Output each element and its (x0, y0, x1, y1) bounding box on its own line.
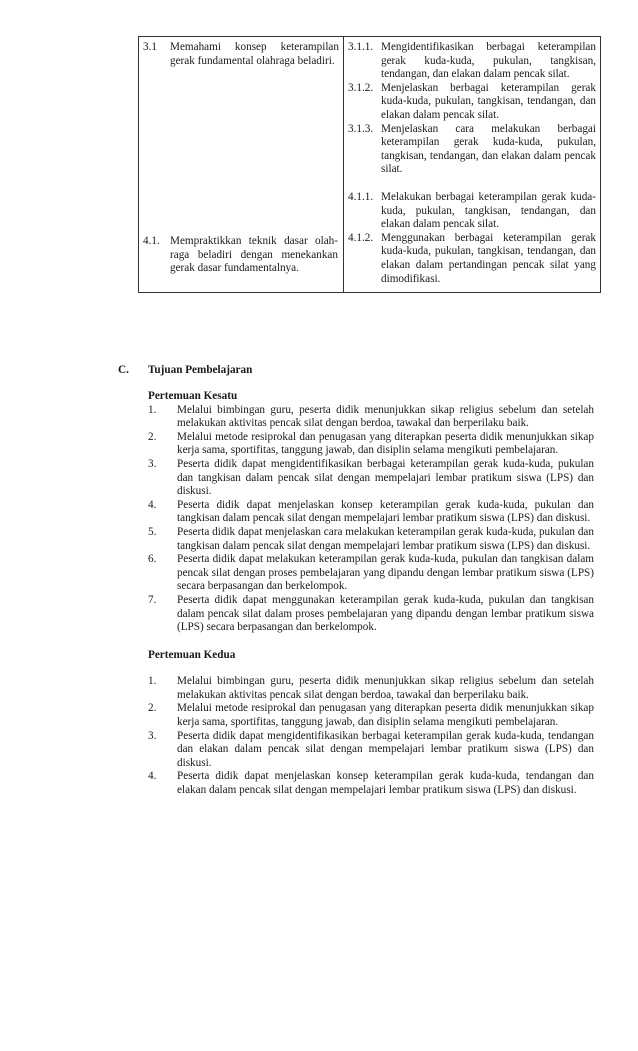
section-heading (118, 364, 252, 378)
indicator-number: 3.1.2. (348, 81, 374, 94)
kd-text: Mempraktikkan teknik dasar olah-raga beladiri dengan menekankan gerak dasar fundamentalnya. (170, 235, 338, 275)
item-number: 2. (148, 702, 157, 715)
indicator-item (348, 191, 596, 232)
item-text: Peserta didik dapat mengidentifikasikan berbagai keterampilan gerak kuda-kuda, pukulan dan tangkisan dalam pencak silat dengan mempelajari lembar pratikum siswa (LPS) dan diskusi. (177, 457, 594, 498)
list-item (148, 499, 594, 526)
indicator-item (348, 41, 596, 82)
kd-number: 4.1. (143, 235, 160, 247)
list-item (148, 458, 594, 499)
indicator-text: Menggunakan berbagai keterampilan gerak kuda-kuda, pukulan, tangkisan, tendangan, dan elakan dalam pertandingan pencak silat yang dimodifikasi. (381, 231, 596, 285)
section-letter: C. (118, 364, 129, 376)
item-number: 3. (148, 729, 157, 742)
item-number: 2. (148, 430, 157, 443)
list-item (148, 526, 594, 553)
list-item (148, 404, 594, 431)
list-item (148, 675, 594, 702)
item-number: 4. (148, 498, 157, 511)
list-item (148, 594, 594, 635)
item-text: Peserta didik dapat melakukan keterampilan gerak kuda-kuda, pukulan dan tangkisan dalam pencak silat dengan proses pembelajaran yang dipandu dengan lembar pratikum siswa (LPS) secara berpasangan dan berkelompok. (177, 553, 594, 593)
item-number: 5. (148, 525, 157, 538)
indicator-item (348, 232, 596, 286)
indicator-number: 4.1.1. (348, 190, 374, 203)
kd-text: Memahami konsep keterampilan gerak fundamental olahraga beladiri. (170, 41, 339, 67)
item-text: Peserta didik dapat menggunakan keterampilan gerak kuda-kuda, pukulan dan tangkisan dalam pencak silat dalam proses pembelajaran yang dipandu dengan lembar pratikum siswa (LPS) secara berpasangan dan berkelompok. (177, 593, 594, 634)
meeting-title: Pertemuan Kesatu (148, 390, 238, 402)
kd-number: 3.1 (143, 41, 157, 53)
item-text: Melalui bimbingan guru, peserta didik menunjukkan sikap religius sebelum dan setelah melakukan aktivitas pencak silat dengan berdoa, tawakal dan berperilaku baik. (177, 403, 594, 430)
item-number: 1. (148, 675, 157, 688)
indicator-text: Melakukan berbagai keterampilan gerak kuda-kuda, pukulan, tangkisan, tendangan, dan elakan dalam pencak silat. (381, 190, 596, 231)
item-text: Melalui metode resiprokal dan penugasan yang diterapkan peserta didik menunjukkan sikap kerja sama, sportifitas, tanggung jawab, dan disiplin selama mengikuti pembelajaran. (177, 430, 594, 457)
objective-list (148, 404, 594, 635)
item-text: Peserta didik dapat mengidentifikasikan berbagai keterampilan gerak kuda-kuda, tendangan dan elakan dalam pencak silat dengan mempelajari lembar pratikum siswa (LPS) dan diskusi. (177, 729, 594, 769)
indicator-text: Mengidentifikasikan berbagai keterampilan gerak kuda-kuda, pukulan, tangkisan, tendangan, dan elakan dalam pencak silat. (381, 41, 596, 81)
list-item (148, 702, 594, 729)
kd-item (143, 235, 338, 276)
list-item (148, 431, 594, 458)
indicator-cell (344, 37, 601, 293)
indicator-number: 3.1.1. (348, 41, 374, 53)
item-number: 7. (148, 593, 157, 606)
section-content (148, 390, 594, 798)
item-text: Melalui bimbingan guru, peserta didik menunjukkan sikap religius sebelum dan setelah melakukan aktivitas pencak silat dengan berdoa, tawakal dan berperilaku baik. (177, 675, 594, 701)
indicator-item (348, 123, 596, 177)
item-number: 3. (148, 457, 157, 470)
list-item (148, 770, 594, 797)
item-number: 1. (148, 403, 157, 416)
objective-list (148, 675, 594, 797)
item-text: Peserta didik dapat menjelaskan konsep keterampilan gerak kuda-kuda, tendangan dan elakan dalam pencak silat dengan mempelajari lembar pratikum siswa (LPS) dan diskusi. (177, 770, 594, 797)
section-title: Tujuan Pembelajaran (148, 364, 253, 376)
list-item (148, 730, 594, 771)
meeting-title: Pertemuan Kedua (148, 648, 236, 661)
indicator-number: 4.1.2. (348, 231, 374, 244)
list-item (148, 553, 594, 594)
item-number: 6. (148, 553, 157, 566)
indicator-text: Menjelaskan berbagai keterampilan gerak kuda-kuda, pukulan, tangkisan, tendangan, dan elakan dalam pencak silat. (381, 81, 596, 121)
item-text: Peserta didik dapat menjelaskan cara melakukan keterampilan gerak kuda-kuda, pukulan dan tangkisan dalam pencak silat dengan mempelajari lembar pratikum siswa (LPS) dan diskusi. (177, 525, 594, 552)
item-text: Melalui metode resiprokal dan penugasan yang diterapkan peserta didik menunjukkan sikap kerja sama, sportifitas, tanggung jawab, dan disiplin selama mengikuti pembelajaran. (177, 702, 594, 729)
kd-item (143, 41, 339, 68)
item-text: Peserta didik dapat menjelaskan konsep keterampilan gerak kuda-kuda, pukulan dan tangkisan dalam pencak silat dengan mempelajari lembar pratikum siswa (LPS) dan diskusi. (177, 498, 594, 525)
item-number: 4. (148, 770, 157, 783)
indicator-number: 3.1.3. (348, 122, 374, 135)
indicator-item (348, 82, 596, 123)
indicator-text: Menjelaskan cara melakukan berbagai keterampilan gerak kuda-kuda, pukulan, tangkisan, tendangan, dan elakan dalam pencak silat. (381, 122, 596, 176)
